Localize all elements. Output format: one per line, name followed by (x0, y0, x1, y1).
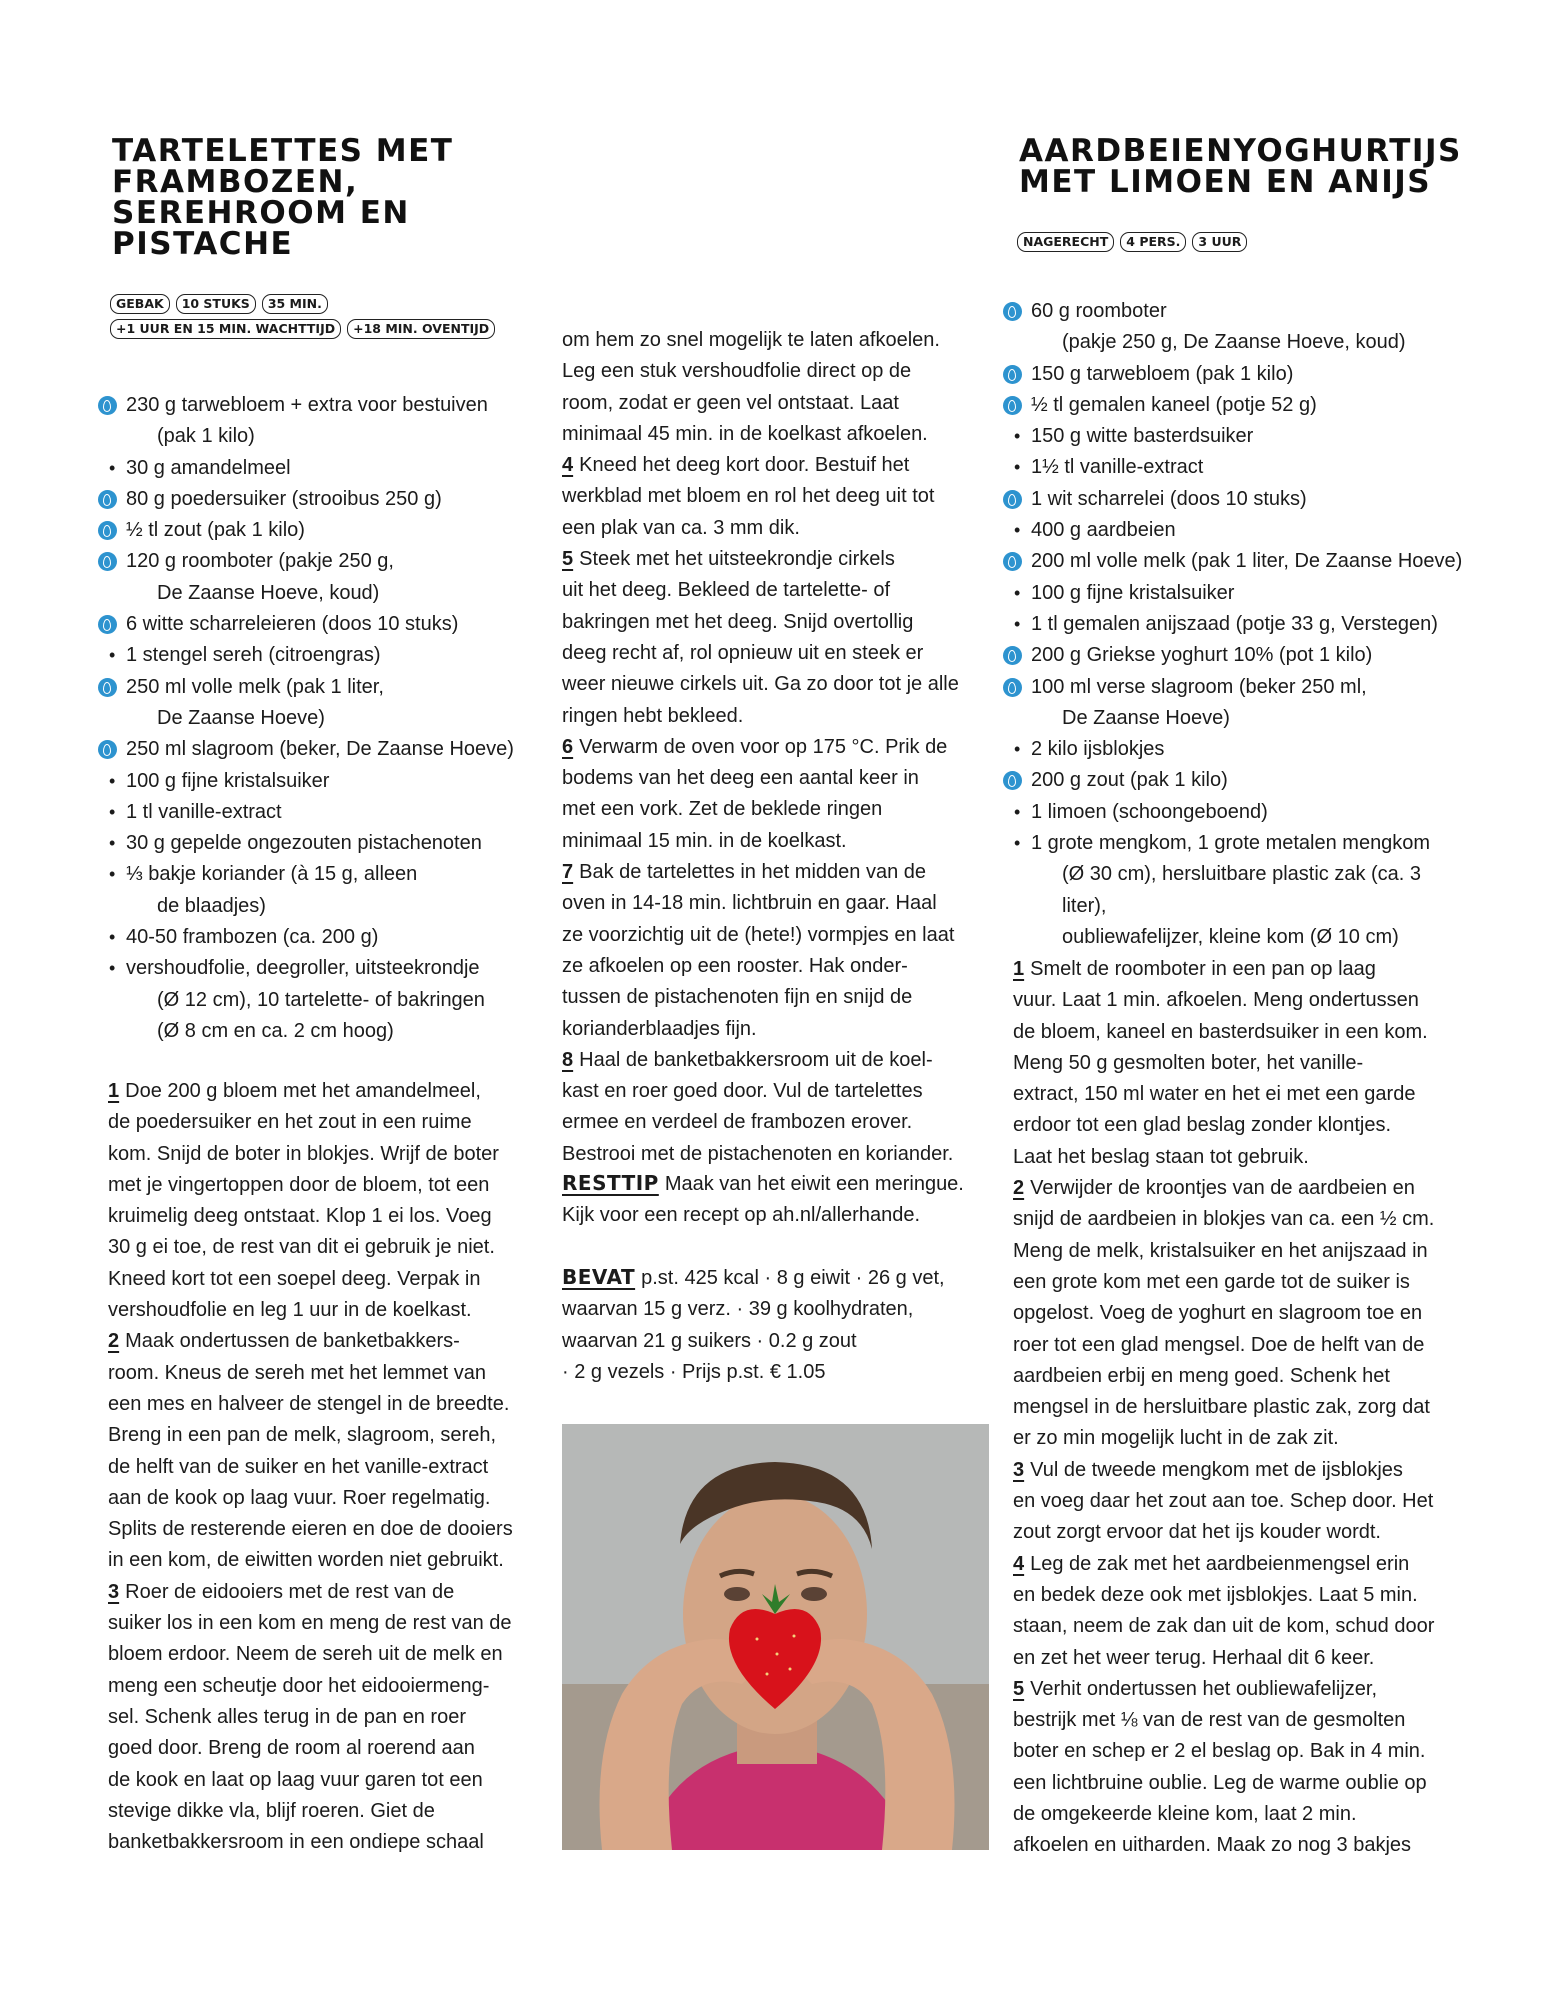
step-line (1013, 1674, 1468, 1705)
recipe1-title (112, 133, 542, 262)
ingredient-text: • 400 g aardbeien (1031, 519, 1176, 542)
step-line: om hem zo snel mogelijk te laten afkoelen. (562, 329, 940, 351)
step-text: Verwarm de oven voor op 175 °C. Prik de (579, 735, 948, 758)
step-line: werkblad met bloem en rol het deeg uit tot (562, 485, 935, 508)
step-line: goed door. Breng de room al roerend aan (108, 1737, 475, 1760)
ingredient-text: de blaadjes) (157, 894, 266, 917)
recipe1-steps-part2 (562, 325, 994, 1170)
ingredient-item (108, 922, 538, 953)
step-text: Leg de zak met het aardbeienmengsel erin (1030, 1552, 1410, 1575)
step-line: een grote kom met een garde tot de suiker is (1013, 1270, 1410, 1293)
ingredient-text: oubliewafelijzer, kleine kom (Ø 10 cm) (1062, 925, 1399, 948)
step-number: 5 (1013, 1677, 1025, 1700)
ingredient-item (108, 953, 538, 1047)
ingredient-item (1013, 609, 1468, 640)
step-line: er zo min mogelijk lucht in de zak zit. (1013, 1427, 1339, 1450)
step-line (108, 1326, 538, 1357)
step-line: snijd de aardbeien in blokjes van ca. een ½ cm. (1013, 1208, 1435, 1231)
step-line: Laat het beslag staan tot gebruik. (1013, 1145, 1309, 1168)
ingredient-text: • 30 g amandelmeel (126, 456, 291, 479)
ingredient-item-eco (108, 390, 538, 453)
tag-time: 35 MIN. (262, 294, 328, 314)
recipe1-tags (110, 294, 540, 339)
step-line: ze voorzichtig uit de (hete!) vormpjes en laat (562, 923, 955, 946)
recipe2-title-line: MET LIMOEN EN ANIJS (1019, 164, 1432, 200)
step-line (1013, 1455, 1468, 1486)
ingredient-item-eco (1013, 640, 1468, 671)
step-text: Smelt de roomboter in een pan op laag (1030, 958, 1376, 980)
ingredient-text: 200 g zout (pak 1 kilo) (1031, 769, 1228, 792)
ingredient-item (108, 640, 538, 671)
ingredient-text: 80 g poedersuiker (strooibus 250 g) (126, 487, 442, 510)
nutrition-label: BEVAT (562, 1265, 636, 1289)
step-line: Splits de resterende eieren en doe de dooiers (108, 1518, 513, 1541)
ingredient-item-eco (1013, 359, 1468, 390)
step-number: 1 (1013, 958, 1025, 980)
ingredient-text: De Zaanse Hoeve) (157, 706, 325, 729)
ingredient-item-eco (1013, 296, 1468, 359)
step-line: de poedersuiker en het zout in een ruime (108, 1111, 472, 1134)
recipe1-title-line: TARTELETTES MET (112, 133, 454, 169)
step-line: suiker los in een kom en meng de rest van de (108, 1612, 512, 1635)
step-number: 8 (562, 1048, 574, 1071)
ingredient-text: • 30 g gepelde ongezouten pistachenoten (126, 832, 482, 855)
ingredient-text: 250 ml slagroom (beker, De Zaanse Hoeve) (126, 738, 514, 761)
step-line: stevige dikke vla, blijf roeren. Giet de (108, 1799, 435, 1822)
step-text: Doe 200 g bloem met het amandelmeel, (125, 1080, 481, 1102)
ingredient-text: 230 g tarwebloem + extra voor bestuiven (126, 394, 488, 416)
step-line: uit het deeg. Bekleed de tartelette- of (562, 579, 890, 602)
ingredient-text: • 1 grote mengkom, 1 grote metalen mengkom (1031, 832, 1431, 855)
step-line: aan de kook op laag vuur. Roer regelmatig. (108, 1486, 491, 1509)
step-number: 2 (108, 1330, 120, 1353)
ingredient-item-eco (1013, 765, 1468, 796)
step-text: Kneed het deeg kort door. Bestuif het (579, 454, 910, 477)
ingredient-text: 200 g Griekse yoghurt 10% (pot 1 kilo) (1031, 644, 1373, 667)
ingredient-item-eco (108, 546, 538, 609)
step-line: Kneed kort tot een soepel deeg. Verpak in (108, 1267, 481, 1290)
recipe2-steps (1013, 954, 1468, 1862)
ingredient-text: ½ tl gemalen kaneel (potje 52 g) (1031, 393, 1317, 416)
step-line: kruimelig deeg ontstaat. Klop 1 ei los. Voeg (108, 1205, 492, 1228)
step-line: kast en roer goed door. Vul de tartelettes (562, 1080, 923, 1103)
step-line: de omgekeerde kleine kom, laat 2 min. (1013, 1803, 1357, 1826)
step-line (562, 544, 994, 575)
step-line: en zet het weer terug. Herhaal dit 6 keer. (1013, 1646, 1375, 1669)
step-line: staan, neem de zak dan uit de kom, schud door (1013, 1615, 1435, 1638)
step-line: room, zodat er geen vel ontstaat. Laat (562, 391, 899, 414)
step-line: ermee en verdeel de frambozen erover. (562, 1111, 913, 1134)
step-line: weer nieuwe cirkels uit. Ga zo door tot je alle (562, 673, 959, 696)
step-line: een mes en halveer de stengel in de breedte. (108, 1392, 510, 1415)
tag-oven-time: +18 MIN. OVENTIJD (347, 319, 495, 339)
step-line: in een kom, de eiwitten worden niet gebruikt. (108, 1549, 504, 1572)
step-line (1013, 1549, 1468, 1580)
ingredient-text: 60 g roomboter (1031, 300, 1167, 322)
step-line: 30 g ei toe, de rest van dit ei gebruik je niet. (108, 1236, 495, 1259)
step-line: room. Kneus de sereh met het lemmet van (108, 1361, 486, 1384)
step-line: afkoelen en uitharden. Maak zo nog 3 bakjes (1013, 1834, 1412, 1857)
ingredient-item-eco (1013, 484, 1468, 515)
recipe1-title-line: SEREHROOM EN (112, 195, 410, 231)
ingredient-text: ½ tl zout (pak 1 kilo) (126, 519, 305, 542)
step-line (562, 1045, 994, 1076)
step-line (1013, 954, 1468, 985)
step-line: deeg recht af, rol opnieuw uit en steek er (562, 641, 924, 664)
step-line: een lichtbruine oublie. Leg de warme oublie op (1013, 1771, 1427, 1794)
recipe2-title (1019, 133, 1469, 200)
step-text: Vul de tweede mengkom met de ijsblokjes (1030, 1458, 1403, 1481)
ingredient-text: • 2 kilo ijsblokjes (1031, 738, 1165, 761)
ingredient-item-eco (108, 672, 538, 735)
ingredient-text: 6 witte scharreleieren (doos 10 stuks) (126, 613, 459, 636)
ingredient-text: (Ø 30 cm), hersluitbare plastic zak (ca. 3 liter), (1062, 863, 1422, 917)
step-line: meng een scheutje door het eidooiermeng- (108, 1674, 490, 1697)
recipe1-steps-part1 (108, 1076, 538, 1858)
step-line: roer tot een glad mengsel. Doe de helft van de (1013, 1333, 1425, 1356)
ingredient-item (1013, 421, 1468, 452)
step-text: Verhit ondertussen het oubliewafelijzer, (1030, 1677, 1378, 1700)
ingredient-text: 1 wit scharrelei (doos 10 stuks) (1031, 487, 1307, 510)
step-line: Bestrooi met de pistachenoten en koriander. (562, 1142, 954, 1165)
ingredient-text: • 1½ tl vanille-extract (1031, 456, 1204, 479)
step-line (562, 450, 994, 481)
ingredient-text: (pakje 250 g, De Zaanse Hoeve, koud) (1062, 331, 1406, 354)
ingredient-text: • ⅓ bakje koriander (à 15 g, alleen (126, 863, 418, 886)
step-text: Roer de eidooiers met de rest van de (125, 1580, 455, 1603)
ingredient-item (1013, 734, 1468, 765)
step-line: de bloem, kaneel en basterdsuiker in een kom. (1013, 1020, 1428, 1043)
recipe1-ingredient-list (108, 390, 538, 1047)
step-line: kom. Snijd de boter in blokjes. Wrijf de boter (108, 1142, 499, 1165)
step-line: erdoor tot een glad beslag zonder klontjes. (1013, 1114, 1392, 1137)
recipe1-tip (562, 1168, 994, 1232)
step-line: bakringen met het deeg. Snijd overtollig (562, 610, 914, 633)
ingredient-item (108, 453, 538, 484)
ingredient-item-eco (1013, 546, 1468, 577)
chef-strawberry-photo (562, 1424, 989, 1850)
step-line: met je vingertoppen door de bloem, tot een (108, 1173, 490, 1196)
step-line: mengsel in de hersluitbare plastic zak, zorg dat (1013, 1396, 1430, 1419)
step-line: vuur. Laat 1 min. afkoelen. Meng ondertussen (1013, 989, 1419, 1012)
ingredient-item-eco (1013, 390, 1468, 421)
step-line (108, 1076, 538, 1107)
tag-category: NAGERECHT (1017, 232, 1114, 252)
recipe2-title-line: AARDBEIENYOGHURTIJS (1019, 133, 1462, 169)
step-line: tussen de pistachenoten fijn en snijd de (562, 986, 913, 1009)
ingredient-item (108, 859, 538, 922)
step-line: de helft van de suiker en het vanille-extract (108, 1455, 489, 1478)
step-line: met een vork. Zet de beklede ringen (562, 798, 883, 821)
recipe1-title-line: FRAMBOZEN, (112, 164, 359, 200)
step-line (562, 732, 994, 763)
tag-time: 3 UUR (1192, 232, 1247, 252)
step-number: 3 (1013, 1458, 1025, 1481)
recipe1-nutrition (562, 1262, 994, 1388)
step-line: Meng 50 g gesmolten boter, het vanille- (1013, 1051, 1364, 1074)
ingredient-item-eco (1013, 672, 1468, 735)
ingredient-text: 150 g tarwebloem (pak 1 kilo) (1031, 362, 1294, 385)
ingredient-item-eco (108, 515, 538, 546)
ingredient-text: • 40-50 frambozen (ca. 200 g) (126, 926, 379, 949)
tag-servings: 4 PERS. (1120, 232, 1186, 252)
tip-text: Kijk voor een recept op ah.nl/allerhande. (562, 1204, 921, 1227)
step-line: aardbeien erbij en meng goed. Schenk het (1013, 1364, 1390, 1387)
ingredient-text: De Zaanse Hoeve, koud) (157, 581, 380, 604)
step-line: minimaal 45 min. in de koelkast afkoelen. (562, 422, 928, 445)
chef-illustration (562, 1424, 989, 1850)
step-line: extract, 150 ml water en het ei met een garde (1013, 1083, 1416, 1106)
step-line: boter en schep er 2 el beslag op. Bak in 4 min. (1013, 1740, 1426, 1763)
step-number: 5 (562, 548, 574, 571)
step-text: Bak de tartelettes in het midden van de (579, 861, 927, 884)
ingredient-text: 120 g roomboter (pakje 250 g, (126, 550, 394, 573)
tag-waiting-time: +1 UUR EN 15 MIN. WACHTTIJD (110, 319, 341, 339)
ingredient-text: • 100 g fijne kristalsuiker (1031, 581, 1235, 604)
ingredient-text: 200 ml volle melk (pak 1 liter, De Zaanse Hoeve) (1031, 550, 1463, 573)
step-line: bloem erdoor. Neem de sereh uit de melk en (108, 1643, 503, 1666)
ingredient-item (1013, 797, 1468, 828)
ingredient-item-eco (108, 484, 538, 515)
nutrition-text: p.st. 425 kcal · 8 g eiwit · 26 g vet, (641, 1267, 945, 1289)
step-line: de kook en laat op laag vuur garen tot een (108, 1768, 483, 1791)
step-line: een plak van ca. 3 mm dik. (562, 516, 800, 539)
step-number: 4 (1013, 1552, 1025, 1575)
ingredient-text: • 1 stengel sereh (citroengras) (126, 644, 381, 667)
step-line (1013, 1173, 1468, 1204)
ingredient-item-eco (108, 609, 538, 640)
ingredient-text: • 1 tl vanille-extract (126, 800, 282, 823)
step-number: 2 (1013, 1177, 1025, 1200)
ingredient-text: 250 ml volle melk (pak 1 liter, (126, 675, 384, 698)
ingredient-text: (Ø 8 cm en ca. 2 cm hoog) (157, 1019, 394, 1042)
step-text: Maak ondertussen de banketbakkers- (125, 1330, 460, 1353)
step-number: 4 (562, 454, 574, 477)
step-text: Steek met het uitsteekrondje cirkels (579, 548, 895, 571)
tip-label: RESTTIP (562, 1171, 659, 1195)
step-number: 1 (108, 1080, 120, 1102)
ingredient-item (1013, 578, 1468, 609)
ingredient-text: De Zaanse Hoeve) (1062, 706, 1230, 729)
nutrition-text: · 2 g vezels · Prijs p.st. € 1.05 (562, 1360, 826, 1383)
step-line: vershoudfolie en leg 1 uur in de koelkast. (108, 1299, 472, 1322)
tag-category: GEBAK (110, 294, 170, 314)
step-line: Breng in een pan de melk, slagroom, sereh, (108, 1424, 496, 1447)
step-line: en bedek deze ook met ijsblokjes. Laat 5 min. (1013, 1583, 1418, 1606)
ingredient-text: (Ø 12 cm), 10 tartelette- of bakringen (157, 988, 485, 1011)
step-text: Verwijder de kroontjes van de aardbeien en (1030, 1177, 1415, 1200)
ingredient-text: • 150 g witte basterdsuiker (1031, 425, 1254, 448)
step-line (108, 1577, 538, 1608)
ingredient-text: • 1 tl gemalen anijszaad (potje 33 g, Verstegen) (1031, 612, 1438, 635)
step-line: ringen hebt bekleed. (562, 704, 744, 727)
step-line: minimaal 15 min. in de koelkast. (562, 829, 847, 852)
step-line: oven in 14-18 min. lichtbruin en gaar. Haal (562, 892, 937, 915)
ingredient-text: (pak 1 kilo) (157, 425, 255, 448)
step-line: en voeg daar het zout aan toe. Schep door. Het (1013, 1490, 1434, 1513)
ingredient-item (1013, 452, 1468, 483)
step-line (562, 857, 994, 888)
step-line: Meng de melk, kristalsuiker en het anijszaad in (1013, 1239, 1428, 1262)
ingredient-item (1013, 828, 1468, 953)
step-number: 3 (108, 1580, 120, 1603)
step-line: korianderblaadjes fijn. (562, 1017, 757, 1040)
ingredient-item (108, 797, 538, 828)
step-line: bestrijk met ⅛ van de rest van de gesmolten (1013, 1709, 1406, 1732)
nutrition-text: waarvan 15 g verz. · 39 g koolhydraten, (562, 1298, 914, 1321)
ingredient-text: • vershoudfolie, deegroller, uitsteekrondje (126, 957, 480, 980)
tag-servings: 10 STUKS (176, 294, 256, 314)
ingredient-item (108, 828, 538, 859)
step-line: sel. Schenk alles terug in de pan en roer (108, 1705, 466, 1728)
step-line: banketbakkersroom in een ondiepe schaal (108, 1831, 484, 1854)
step-number: 7 (562, 861, 574, 884)
ingredient-text: • 1 limoen (schoongeboend) (1031, 800, 1268, 823)
step-line: Leg een stuk vershoudfolie direct op de (562, 360, 912, 383)
step-line: bodems van het deeg een aantal keer in (562, 767, 919, 790)
step-text: Haal de banketbakkersroom uit de koel- (579, 1048, 933, 1071)
ingredient-item (108, 766, 538, 797)
recipe2-ingredient-list (1013, 296, 1468, 953)
nutrition-text: waarvan 21 g suikers · 0.2 g zout (562, 1329, 857, 1352)
recipe2-tags (1017, 232, 1247, 252)
step-number: 6 (562, 735, 574, 758)
step-line: ze afkoelen op een rooster. Hak onder- (562, 954, 908, 977)
ingredient-text: 100 ml verse slagroom (beker 250 ml, (1031, 675, 1367, 698)
step-line: opgelost. Voeg de yoghurt en slagroom toe en (1013, 1302, 1423, 1325)
ingredient-item-eco (108, 734, 538, 765)
ingredient-text: • 100 g fijne kristalsuiker (126, 769, 330, 792)
step-line: zout zorgt ervoor dat het ijs kouder wordt. (1013, 1521, 1381, 1544)
ingredient-item (1013, 515, 1468, 546)
tip-text: Maak van het eiwit een meringue. (664, 1173, 964, 1195)
recipe1-title-line: PISTACHE (112, 226, 294, 262)
